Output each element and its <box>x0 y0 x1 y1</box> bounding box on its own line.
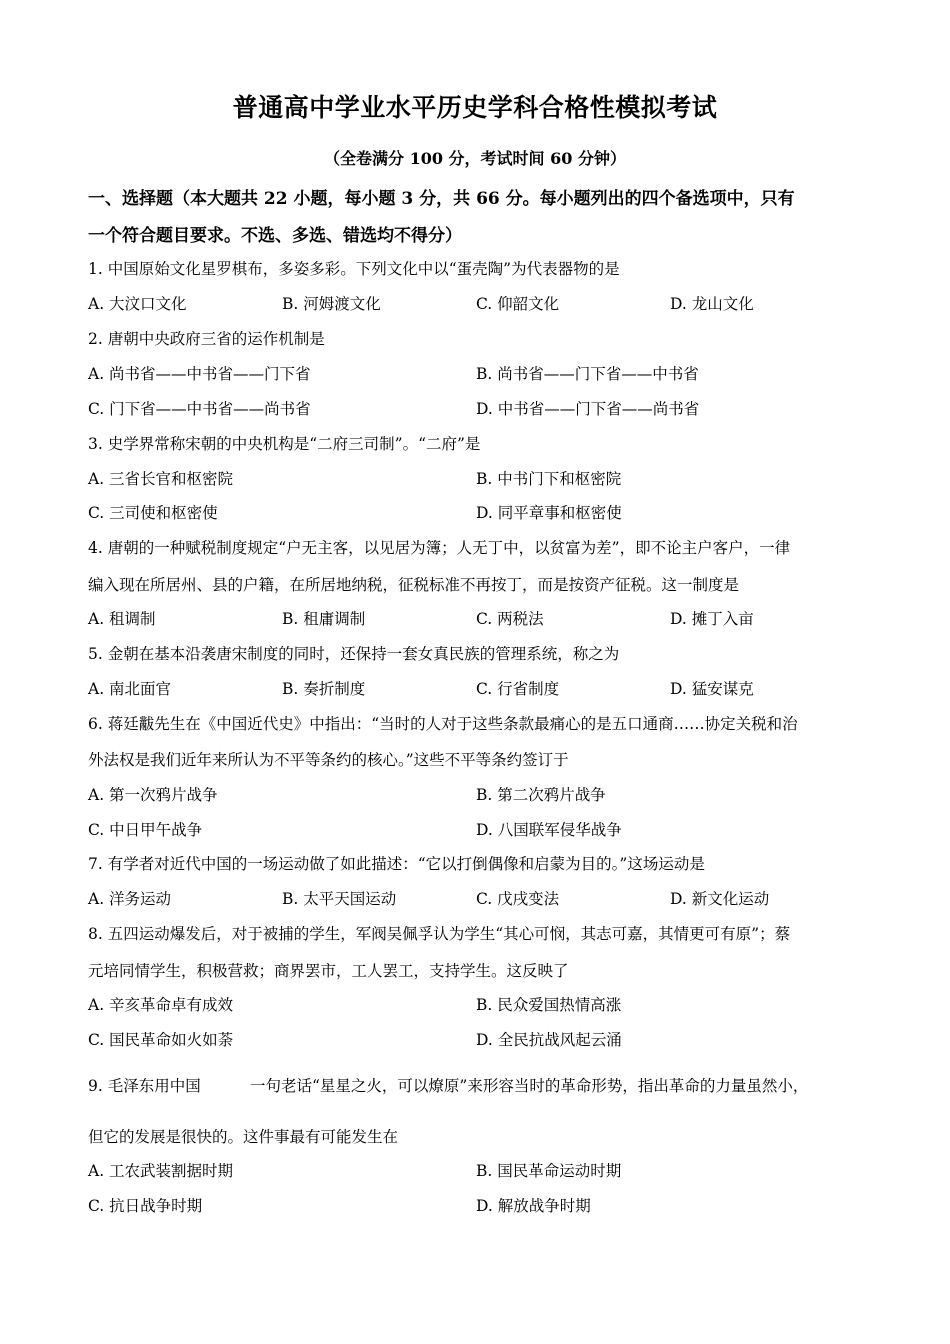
question-9-stem-line-1a: 9. 毛泽东用中国 <box>88 1077 201 1095</box>
question-6-option-a: A. 第一次鸦片战争 <box>88 786 218 804</box>
question-5-stem: 5. 金朝在基本沿袭唐宋制度的同时，还保持一套女真民族的管理系统，称之为 <box>88 645 620 663</box>
question-2-option-c: C. 门下省——中书省——尚书省 <box>88 400 311 418</box>
question-3-option-b: B. 中书门下和枢密院 <box>476 470 622 488</box>
question-1-option-d: D. 龙山文化 <box>670 295 754 313</box>
section-heading-line-2: 一个符合题目要求。不选、多选、错选均不得分） <box>88 226 462 246</box>
question-7-option-c: C. 戊戌变法 <box>476 890 560 908</box>
exam-title: 普通高中学业水平历史学科合格性模拟考试 <box>232 93 718 122</box>
question-2-option-b: B. 尚书省——门下省——中书省 <box>476 365 699 383</box>
question-4-option-b: B. 租庸调制 <box>282 610 366 628</box>
exam-subtitle: （全卷满分 100 分，考试时间 60 分钟） <box>324 149 626 168</box>
question-7-option-d: D. 新文化运动 <box>670 890 770 908</box>
question-7-option-b: B. 太平天国运动 <box>282 890 397 908</box>
question-4-stem-line-1: 4. 唐朝的一种赋税制度规定“户无主客，以见居为簿；人无丁中，以贫富为差”，即不论主户客户，一律 <box>88 539 791 557</box>
section-heading-line-1: 一、选择题（本大题共 22 小题，每小题 3 分，共 66 分。每小题列出的四个备选项中，只有 <box>88 189 795 209</box>
question-8-option-b: B. 民众爱国热情高涨 <box>476 996 622 1014</box>
question-3-option-a: A. 三省长官和枢密院 <box>88 470 234 488</box>
question-9-stem-line-2: 但它的发展是很快的。这件事最有可能发生在 <box>88 1128 399 1146</box>
question-2-option-d: D. 中书省——门下省——尚书省 <box>476 400 700 418</box>
question-2-stem: 2. 唐朝中央政府三省的运作机制是 <box>88 330 325 348</box>
question-3-option-c: C. 三司使和枢密使 <box>88 504 218 522</box>
question-4-option-a: A. 租调制 <box>88 610 156 628</box>
question-8-option-c: C. 国民革命如火如荼 <box>88 1031 234 1049</box>
question-6-option-b: B. 第二次鸦片战争 <box>476 786 606 804</box>
question-9-option-c: C. 抗日战争时期 <box>88 1197 203 1215</box>
question-1-stem: 1. 中国原始文化星罗棋布，多姿多彩。下列文化中以“蛋壳陶”为代表器物的是 <box>88 260 620 278</box>
question-8-option-d: D. 全民抗战风起云涌 <box>476 1031 622 1049</box>
question-5-option-c: C. 行省制度 <box>476 680 560 698</box>
question-6-stem-line-1: 6. 蒋廷黻先生在《中国近代史》中指出：“当时的人对于这些条款最痛心的是五口通商……协定关税和治 <box>88 715 798 733</box>
question-8-option-a: A. 辛亥革命卓有成效 <box>88 996 234 1014</box>
question-9-option-a: A. 工农武装割据时期 <box>88 1162 234 1180</box>
question-5-option-b: B. 奏折制度 <box>282 680 366 698</box>
question-5-option-a: A. 南北面官 <box>88 680 172 698</box>
question-9-option-d: D. 解放战争时期 <box>476 1197 591 1215</box>
question-5-option-d: D. 猛安谋克 <box>670 680 754 698</box>
question-9-option-b: B. 国民革命运动时期 <box>476 1162 622 1180</box>
question-4-stem-line-2: 编入现在所居州、县的户籍，在所居地纳税，征税标准不再按丁，而是按资产征税。这一制度是 <box>88 576 740 594</box>
question-1-option-a: A. 大汶口文化 <box>88 295 187 313</box>
question-7-stem: 7. 有学者对近代中国的一场运动做了如此描述：“它以打倒偶像和启蒙为目的。”这场运动是 <box>88 855 705 873</box>
question-9-stem-line-1b: 一句老话“星星之火，可以燎原”来形容当时的革命形势，指出革命的力量虽然小， <box>250 1077 809 1095</box>
question-7-option-a: A. 洋务运动 <box>88 890 172 908</box>
question-4-option-d: D. 摊丁入亩 <box>670 610 754 628</box>
question-6-option-d: D. 八国联军侵华战争 <box>476 821 622 839</box>
question-4-option-c: C. 两税法 <box>476 610 544 628</box>
question-3-stem: 3. 史学界常称宋朝的中央机构是“二府三司制”。“二府”是 <box>88 435 481 453</box>
question-1-option-c: C. 仰韶文化 <box>476 295 560 313</box>
question-3-option-d: D. 同平章事和枢密使 <box>476 504 622 522</box>
question-6-stem-line-2: 外法权是我们近年来所认为不平等条约的核心。”这些不平等条约签订于 <box>88 751 569 769</box>
question-8-stem-line-2: 元培同情学生，积极营救；商界罢市，工人罢工，支持学生。这反映了 <box>88 962 569 980</box>
question-2-option-a: A. 尚书省——中书省——门下省 <box>88 365 311 383</box>
question-8-stem-line-1: 8. 五四运动爆发后，对于被捕的学生，军阀吴佩孚认为学生“其心可悯，其志可嘉，其情更可有原”；蔡 <box>88 925 791 943</box>
question-1-option-b: B. 河姆渡文化 <box>282 295 381 313</box>
question-6-option-c: C. 中日甲午战争 <box>88 821 203 839</box>
